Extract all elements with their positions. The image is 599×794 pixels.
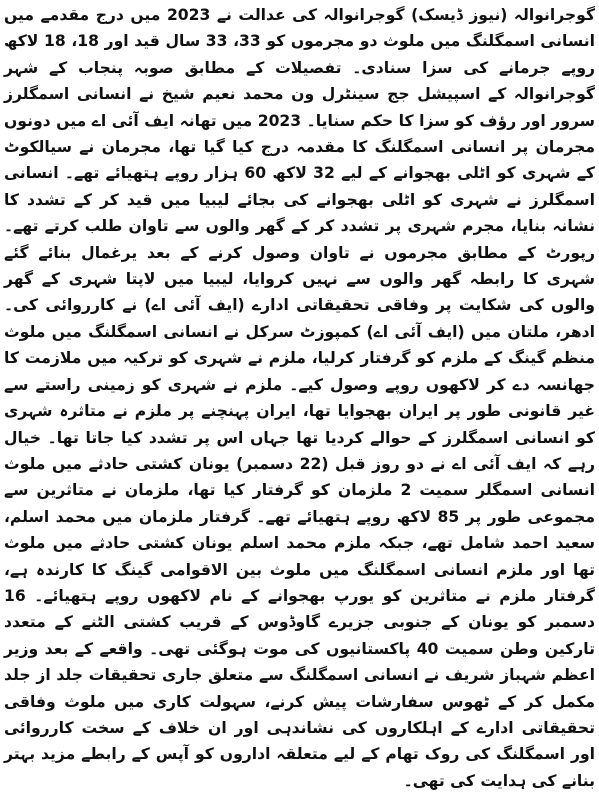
article-body-paragraph: گوجرانوالہ (نیوز ڈیسک) گوجرانوالہ کی عدالت نے 2023 میں درج مقدمے میں انسانی اسمگلنگ میں ملوث دو مجرموں کو 33، 33 سال قید اور 18، 18 لاکھ روپے جرمانے کی سزا سنادی۔ تفصیلات کے مطابق صوبہ پنجاب کے شہر گوجرانوالہ کے اسپیشل جج سینٹرل ون محمد نعیم شیخ نے انسانی اسمگلرز سرور اور رؤف کو سزا کا حکم سنایا۔ 2023 میں تھانہ ایف آئی اے میں دونوں مجرمان پر انسانی اسمگلنگ کا مقدمہ درج کیا گیا تھا، مجرمان نے سیالکوٹ کے شہری کو اٹلی بھجوانے کے لیے 32 لاکھ 60 ہزار روپے ہتھیائے تھے۔ انسانی اسمگلرز نے شہری کو اٹلی بھجوانے کی بجائے لیبیا میں قید کر کے تشدد کا نشانہ بنایا، مجرم شہری پر تشدد کر کے گھر والوں سے تاوان طلب کرتے تھے۔ رپورٹ کے مطابق مجرموں نے تاوان وصول کرنے کے بعد یرغمال بنائے گئے شہری کا رابطہ گھر والوں سے نہیں کروایا، لیبیا میں لاپتا شہری کے گھر والوں کی شکایت پر وفاقی تحقیقاتی ادارے (ایف آئی اے) نے کارروائی کی۔ ادھر، ملتان میں (ایف آئی اے) کمپوزٹ سرکل نے انسانی اسمگلنگ میں ملوث منظم گینگ کے ملزم کو گرفتار کرلیا، ملزم نے شہری کو ترکیہ میں ملازمت کا جھانسہ دے کر لاکھوں روپے وصول کیے۔ ملزم نے شہری کو زمینی راستے سے غیر قانونی طور پر ایران بھجوایا تھا، ایران پہنچنے پر ملزم نے متاثرہ شہری کو انسانی اسمگلرز کے حوالے کردیا تھا جہاں اس پر تشدد کیا جاتا تھا۔ خیال رہے کہ ایف آئی اے نے دو روز قبل (22 دسمبر) یونان کشتی حادثے میں ملوث انسانی اسمگلر سمیت 2 ملزمان کو گرفتار کیا تھا، ملزمان نے متاثرین سے مجموعی طور پر 85 لاکھ روپے ہتھیائے تھے۔ گرفتار ملزمان میں محمد اسلم، سعید احمد شامل تھے، جبکہ ملزم محمد اسلم یونان کشتی حادثے میں ملوث تھا اور ملزم انسانی اسمگلنگ میں ملوث بین الاقوامی گینگ کا کارندہ ہے، گرفتار ملزم نے متاثرین کو یورپ بھجوانے کے نام لاکھوں روپے ہتھیائے۔ 16 دسمبر کو یونان کے جنوبی جزیرے گاوڈوس کے قریب کشتی الٹنے کے متعدد تارکین وطن سمیت 40 پاکستانیوں کی موت ہوگئی تھی۔ واقعے کے بعد وزیر اعظم شہباز شریف نے انسانی اسمگلنگ سے متعلق جاری تحقیقات جلد از جلد مکمل کر کے ٹھوس سفارشات پیش کرنے، سہولت کاری میں ملوث وفاقی تحقیقاتی ادارے کے اہلکاروں کی نشاندہی اور ان خلاف کے سخت کارروائی اور اسمگلنگ کی روک تھام کے لیے متعلقہ اداروں کو آپس کے رابطے مزید بہتر بنانے کی ہدایت کی تھی۔ [4, 6, 596, 790]
